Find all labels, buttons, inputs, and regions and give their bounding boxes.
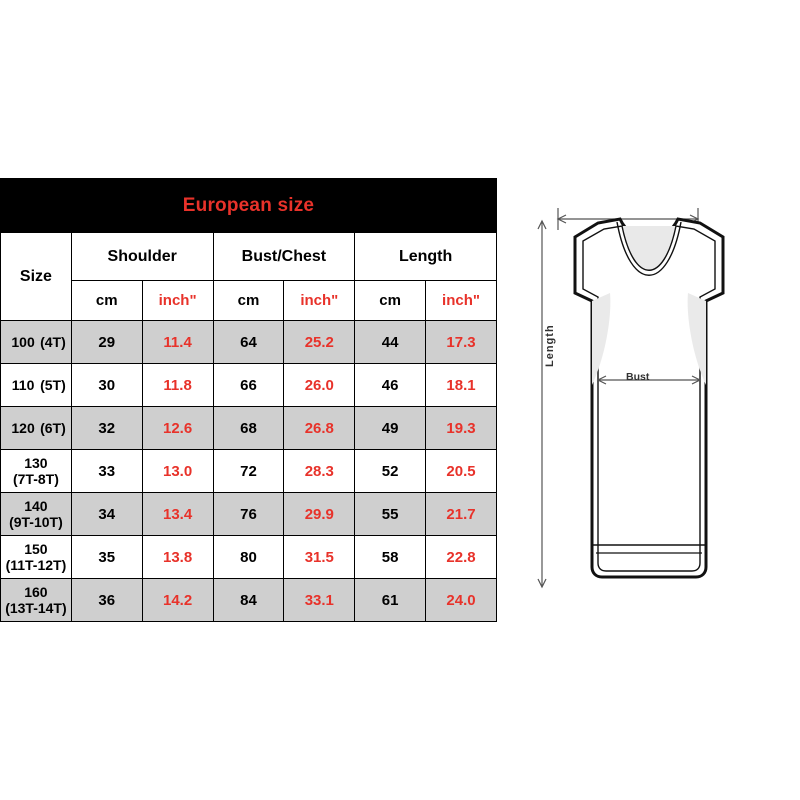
row-size-number: 160 <box>24 584 48 600</box>
header-length: Length <box>355 233 497 281</box>
size-chart-table-container <box>0 178 497 622</box>
row-shoulder-cm: 34 <box>71 493 142 536</box>
row-shoulder-cm: 29 <box>71 321 142 364</box>
table-title-row <box>1 179 497 233</box>
unit-length-inch: inch" <box>426 281 497 321</box>
row-size-age: (9T-10T) <box>9 514 63 531</box>
row-bust-inch: 31.5 <box>284 536 355 579</box>
row-size-age: (11T-12T) <box>5 557 67 574</box>
unit-bust-inch: inch" <box>284 281 355 321</box>
bust-measure-label: Bust <box>626 371 650 383</box>
row-bust-inch: 33.1 <box>284 579 355 622</box>
row-shoulder-cm: 35 <box>71 536 142 579</box>
row-length-inch: 24.0 <box>426 579 497 622</box>
row-bust-cm: 80 <box>213 536 284 579</box>
row-size-number: 150 <box>24 541 48 558</box>
row-size-label <box>1 321 72 364</box>
length-arrow <box>538 221 546 587</box>
size-chart-table <box>0 178 497 622</box>
length-measure-label: Length <box>544 324 556 367</box>
row-size-label <box>1 407 72 450</box>
row-size-age: (13T-14T) <box>5 600 67 616</box>
row-shoulder-inch: 11.4 <box>142 321 213 364</box>
row-shoulder-cm: 33 <box>71 450 142 493</box>
row-length-inch: 17.3 <box>426 321 497 364</box>
row-size-number: 110 <box>11 377 35 394</box>
table-header-row <box>1 233 497 281</box>
row-bust-inch: 26.8 <box>284 407 355 450</box>
row-bust-inch: 25.2 <box>284 321 355 364</box>
unit-shoulder-inch: inch" <box>142 281 213 321</box>
row-length-cm: 44 <box>355 321 426 364</box>
row-length-cm: 61 <box>355 579 426 622</box>
row-length-cm: 46 <box>355 364 426 407</box>
unit-length-cm: cm <box>355 281 426 321</box>
header-shoulder: Shoulder <box>71 233 213 281</box>
row-size-number: 130 <box>24 455 48 472</box>
row-size-number: 140 <box>24 498 48 515</box>
row-shoulder-inch: 13.4 <box>142 493 213 536</box>
tank-top-illustration <box>520 175 780 625</box>
row-bust-cm: 66 <box>213 364 284 407</box>
row-length-cm: 55 <box>355 493 426 536</box>
header-bust-chest: Bust/Chest <box>213 233 355 281</box>
row-bust-cm: 84 <box>213 579 284 622</box>
row-size-age: (6T) <box>40 420 66 437</box>
row-shoulder-cm: 30 <box>71 364 142 407</box>
row-shoulder-inch: 12.6 <box>142 407 213 450</box>
row-bust-cm: 76 <box>213 493 284 536</box>
garment-diagram <box>520 175 780 625</box>
table-row <box>1 493 497 536</box>
table-row <box>1 536 497 579</box>
row-shoulder-inch: 13.0 <box>142 450 213 493</box>
unit-bust-cm: cm <box>213 281 284 321</box>
row-length-cm: 49 <box>355 407 426 450</box>
row-shoulder-inch: 13.8 <box>142 536 213 579</box>
table-row <box>1 364 497 407</box>
row-length-inch: 19.3 <box>426 407 497 450</box>
row-shoulder-inch: 14.2 <box>142 579 213 622</box>
row-length-inch: 22.8 <box>426 536 497 579</box>
row-shoulder-inch: 11.8 <box>142 364 213 407</box>
row-length-inch: 18.1 <box>426 364 497 407</box>
row-shoulder-cm: 36 <box>71 579 142 622</box>
table-row <box>1 407 497 450</box>
row-length-inch: 21.7 <box>426 493 497 536</box>
row-bust-inch: 26.0 <box>284 364 355 407</box>
row-bust-inch: 28.3 <box>284 450 355 493</box>
chart-title: European size <box>1 179 497 233</box>
tank-outline <box>575 219 723 577</box>
row-size-age: (4T) <box>40 334 66 351</box>
row-size-age: (7T-8T) <box>12 471 59 488</box>
table-row <box>1 579 497 622</box>
row-bust-cm: 68 <box>213 407 284 450</box>
row-size-number: 120 <box>11 420 35 437</box>
row-bust-cm: 64 <box>213 321 284 364</box>
row-bust-cm: 72 <box>213 450 284 493</box>
row-size-label <box>1 536 72 579</box>
row-size-age: (5T) <box>40 377 66 394</box>
table-row <box>1 321 497 364</box>
row-size-number: 100 <box>11 334 35 351</box>
row-size-label <box>1 450 72 493</box>
unit-shoulder-cm: cm <box>71 281 142 321</box>
table-unit-row <box>1 281 497 321</box>
row-shoulder-cm: 32 <box>71 407 142 450</box>
row-size-label <box>1 579 72 622</box>
row-size-label <box>1 493 72 536</box>
header-size: Size <box>1 233 72 321</box>
row-length-cm: 58 <box>355 536 426 579</box>
table-row <box>1 450 497 493</box>
row-bust-inch: 29.9 <box>284 493 355 536</box>
row-length-inch: 20.5 <box>426 450 497 493</box>
row-size-label <box>1 364 72 407</box>
row-length-cm: 52 <box>355 450 426 493</box>
